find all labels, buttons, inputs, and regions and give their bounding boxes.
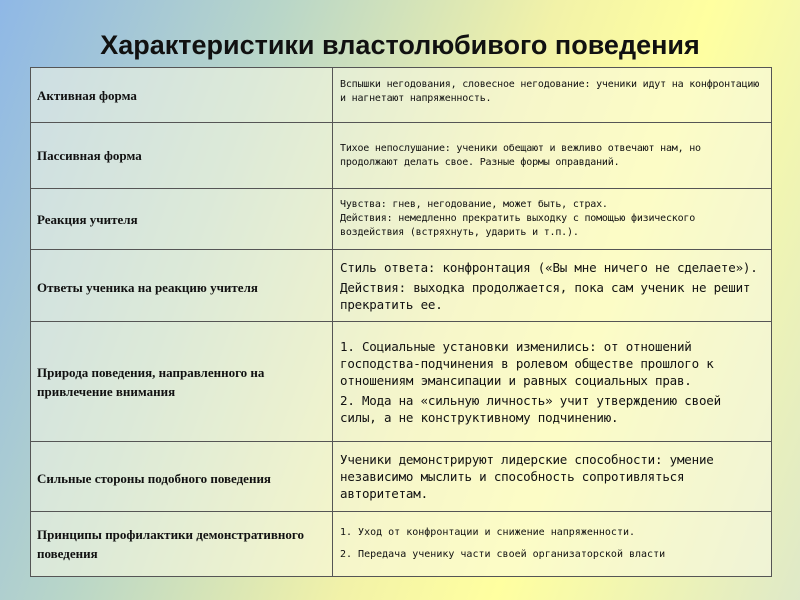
- row-description: [333, 250, 772, 322]
- row-label-text: Сильные стороны подобного поведения: [37, 471, 271, 486]
- description-text: 2. Мода на «сильную личность» учит утверждению своей силы, а не конструктивному подчинению.: [340, 392, 721, 425]
- table-row: [31, 322, 772, 442]
- row-label: [31, 189, 333, 250]
- row-description: [333, 123, 772, 189]
- description-text: Действия: немедленно прекратить выходку с помощью физического воздействия (встряхнуть, ударить и т.п.).: [340, 213, 696, 238]
- description-text: Действия: выходка продолжается, пока сам ученик не решит прекратить ее.: [340, 279, 751, 312]
- description-text: Чувства: гнев, негодование, может быть, страх.: [340, 199, 608, 210]
- table-row: [31, 189, 772, 250]
- row-label: [31, 68, 333, 123]
- row-label-text: Природа поведения, направленного на привлечение внимания: [37, 364, 265, 399]
- table-row: [31, 512, 772, 577]
- table-row: [31, 123, 772, 189]
- description-text: 2. Передача ученику части своей организаторской власти: [340, 549, 666, 560]
- description-text: Стиль ответа: конфронтация («Вы мне ничего не сделаете»).: [340, 259, 758, 275]
- row-label-text: Активная форма: [37, 87, 137, 103]
- row-label: [31, 123, 333, 189]
- row-label: [31, 322, 333, 442]
- table-row: [31, 250, 772, 322]
- row-label: [31, 250, 333, 322]
- description-text: Ученики демонстрируют лидерские способности: умение независимо мыслить и способность сопротивляться авторитетам.: [340, 452, 714, 501]
- description-text: 1. Уход от конфронтации и снижение напряженности.: [340, 527, 636, 538]
- table-row: [31, 442, 772, 512]
- row-label-text: Принципы профилактики демонстративного поведения: [37, 527, 304, 561]
- row-description: [333, 189, 772, 250]
- row-description: [333, 322, 772, 442]
- row-description: [333, 68, 772, 123]
- row-label-text: Пассивная форма: [37, 148, 142, 163]
- characteristics-table: [30, 67, 772, 577]
- row-label: [31, 512, 333, 577]
- description-text: 1. Социальные установки изменились: от отношений господства-подчинения в ролевом обществе прошлого к отношениям эмансипации и равных социальных прав.: [340, 338, 714, 388]
- row-description: [333, 512, 772, 577]
- description-text: Вспышки негодования, словесное негодование: ученики идут на конфронтацию и нагнетают напряженность.: [340, 79, 760, 104]
- row-label: [31, 442, 333, 512]
- page-title: Характеристики властолюбивого поведения: [100, 30, 700, 60]
- row-label-text: Реакция учителя: [37, 211, 138, 227]
- row-description: [333, 442, 772, 512]
- table-row: [31, 68, 772, 123]
- description-text: Тихое непослушание: ученики обещают и вежливо отвечают нам, но продолжают делать свое. Разные формы оправданий.: [340, 142, 701, 168]
- row-label-text: Ответы ученика на реакцию учителя: [37, 280, 258, 295]
